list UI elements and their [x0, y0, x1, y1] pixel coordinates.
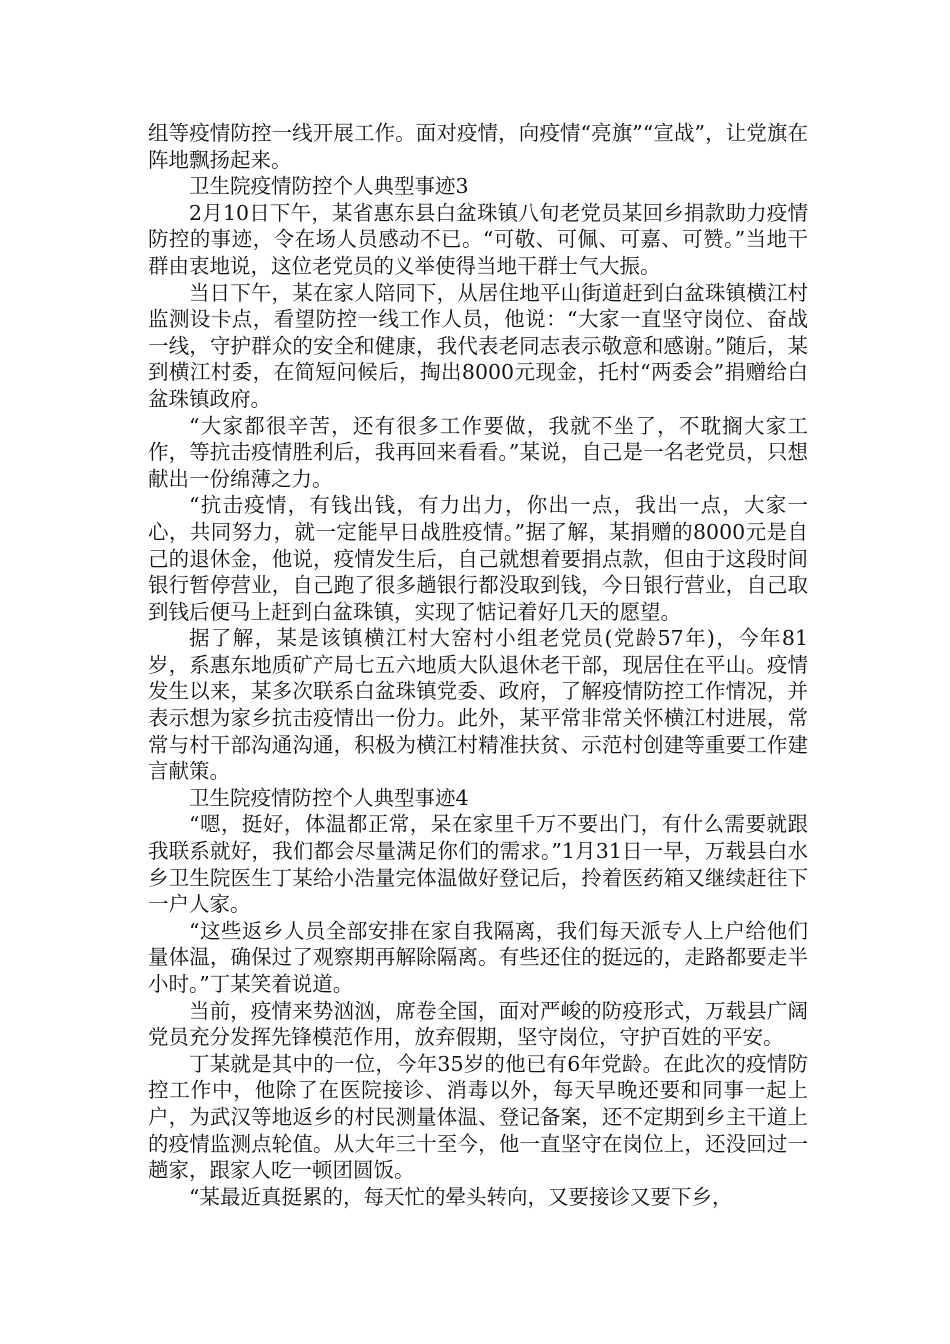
paragraph: 丁某就是其中的一位，今年35岁的他已有6年党龄。在此次的疫情防控工作中，他除了在医院接诊、消毒以外，每天早晚还要和同事一起上户，为武汉等地返乡的村民测量体温、登记备案，还不定期到乡主干道上的疫情监测点轮值。从大年三十至今，他一直坚守在岗位上，还没回过一趟家，跟家人吃一顿团圆饭。	[148, 1051, 808, 1183]
paragraph: “嗯，挺好，体温都正常，呆在家里千万不要出门，有什么需要就跟我联系就好，我们都会尽量满足你们的需求。”1月31日一早，万载县白水乡卫生院医生丁某给小浩量完体温做好登记后，拎着医药箱又继续赶往下一户人家。	[148, 812, 808, 917]
paragraph: “抗击疫情，有钱出钱，有力出力，你出一点，我出一点，大家一心，共同努力，就一定能早日战胜疫情。”据了解，某捐赠的8000元是自己的退休金，他说，疫情发生后，自己就想着要捐点款，但由于这段时间银行暂停营业，自己跑了很多趟银行都没取到钱，今日银行营业，自己取到钱后便马上赶到白盆珠镇，实现了惦记着好几天的愿望。	[148, 493, 808, 624]
paragraph: 据了解，某是该镇横江村大窑村小组老党员(党龄57年)，今年81岁，系惠东地质矿产局七五六地质大队退休老干部，现居住在平山。疫情发生以来，某多次联系白盆珠镇党委、政府，了解疫情防控工作情况，并表示想为家乡抗击疫情出一份力。此外，某平常非常关怀横江村进展，常常与村干部沟通沟通，积极为横江村精准扶贫、示范村创建等重要工作建言献策。	[148, 626, 808, 784]
paragraph: 当日下午，某在家人陪同下，从居住地平山街道赶到白盆珠镇横江村监测设卡点，看望防控一线工作人员，他说：“大家一直坚守岗位、奋战一线，守护群众的安全和健康，我代表老同志表示敬意和感谢。”随后，某到横江村委，在简短问候后，掏出8000元现金，托村“两委会”捐赠给白盆珠镇政府。	[148, 280, 808, 411]
document-body	[148, 120, 808, 1210]
paragraph: “大家都很辛苦，还有很多工作要做，我就不坐了，不耽搁大家工作，等抗击疫情胜利后，我再回来看看。”某说，自己是一名老党员，只想献出一份绵薄之力。	[148, 413, 808, 491]
section-heading: 卫生院疫情防控个人典型事迹3	[189, 174, 469, 199]
paragraph: “某最近真挺累的，每天忙的晕头转向，又要接诊又要下乡，	[189, 1184, 733, 1209]
paragraph: 组等疫情防控一线开展工作。面对疫情，向疫情“亮旗”“宣战”，让党旗在阵地飘扬起来。	[148, 121, 808, 172]
section-heading: 卫生院疫情防控个人典型事迹4	[189, 785, 469, 810]
paragraph: 当前，疫情来势汹汹，席卷全国，面对严峻的防疫形式，万载县广阔党员充分发挥先锋模范作用，放弃假期，坚守岗位，守护百姓的平安。	[148, 998, 808, 1050]
paragraph: “这些返乡人员全部安排在家自我隔离，我们每天派专人上户给他们量体温，确保过了观察期再解除隔离。有些还住的挺远的，走路都要走半小时。”丁某笑着说道。	[148, 918, 808, 996]
paragraph: 2月10日下午，某省惠东县白盆珠镇八旬老党员某回乡捐款助力疫情防控的事迹，令在场人员感动不已。“可敬、可佩、可嘉、可赞。”当地干群由衷地说，这位老党员的义举使得当地干群士气大振。	[148, 200, 808, 278]
